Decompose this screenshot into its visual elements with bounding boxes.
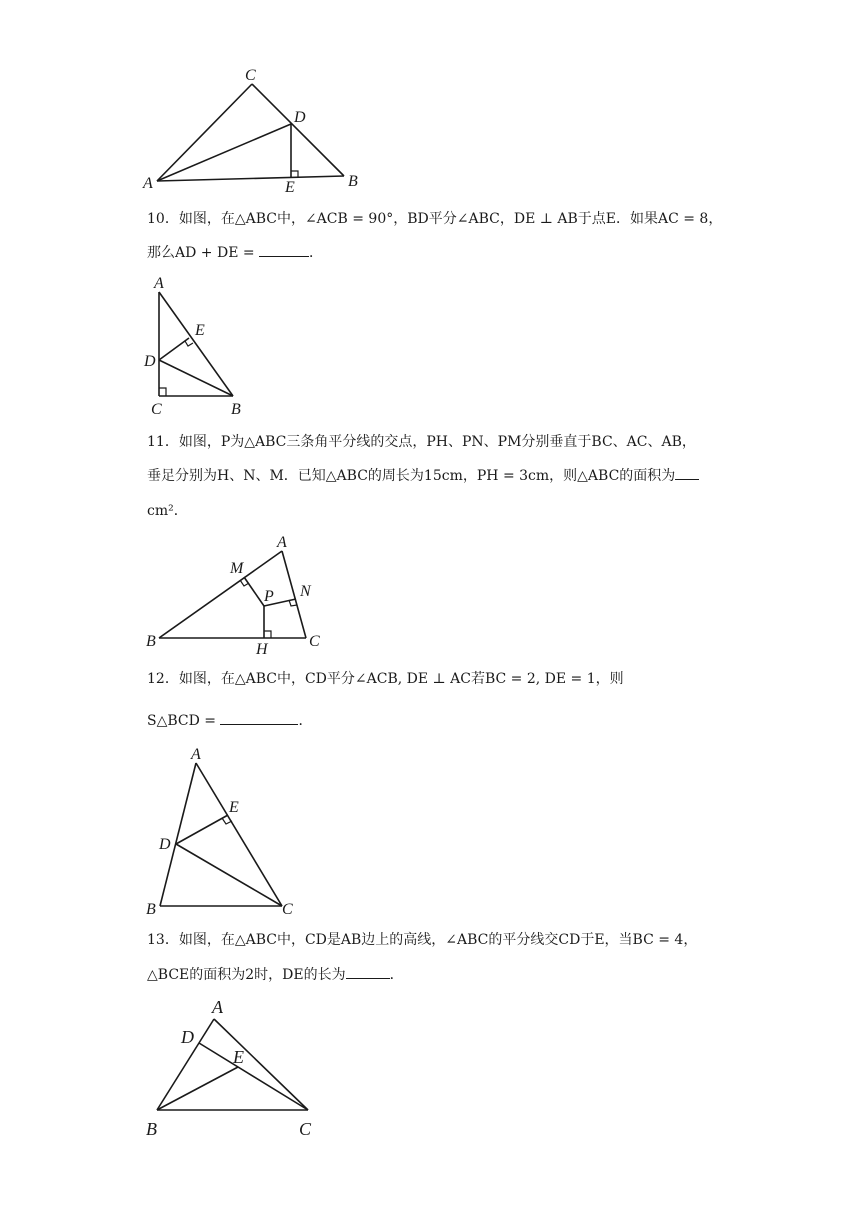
figure-10 bbox=[0, 270, 860, 420]
label-c: C bbox=[299, 1119, 312, 1139]
question-12-end: ． bbox=[298, 713, 313, 729]
question-12-line-2 bbox=[147, 710, 312, 732]
segment-be bbox=[157, 1067, 238, 1110]
question-13-text: △BCE的面积为2时，DE的长为 bbox=[147, 967, 346, 983]
label-b: B bbox=[146, 633, 156, 650]
figure-9 bbox=[0, 0, 860, 200]
segment-db bbox=[159, 360, 233, 396]
label-d: D bbox=[294, 109, 306, 126]
segment-dc bbox=[199, 1043, 308, 1110]
label-e: E bbox=[233, 1047, 244, 1067]
figure-11 bbox=[0, 528, 860, 658]
answer-blank bbox=[259, 244, 309, 257]
label-b: B bbox=[146, 901, 156, 918]
question-11-line-3: cm²． bbox=[147, 503, 188, 519]
label-b: B bbox=[231, 401, 241, 418]
segment-de bbox=[176, 815, 228, 844]
segment-dc bbox=[176, 844, 282, 906]
right-angle-mark-h bbox=[264, 631, 271, 638]
label-e: E bbox=[229, 799, 239, 816]
question-12-text: S△BCD = bbox=[147, 713, 221, 729]
question-10-text: 那么AD + DE = bbox=[147, 245, 260, 261]
answer-blank bbox=[220, 712, 298, 725]
right-angle-mark-c bbox=[159, 388, 166, 396]
question-13-line-2 bbox=[147, 964, 404, 986]
label-b: B bbox=[146, 1119, 157, 1139]
question-12-line-1: 12．如图，在△ABC中，CD平分∠ACB, DE ⊥ AC若BC = 2, DE = 1，则 bbox=[147, 671, 624, 687]
label-d: D bbox=[181, 1027, 194, 1047]
question-10-line-2 bbox=[147, 242, 323, 264]
segment-ad bbox=[157, 124, 291, 181]
segment-pm bbox=[244, 577, 264, 606]
right-angle-mark-e bbox=[185, 341, 193, 346]
label-n: N bbox=[300, 583, 311, 600]
label-e: E bbox=[195, 322, 205, 339]
segment-ab bbox=[157, 176, 344, 181]
label-a: A bbox=[191, 746, 201, 763]
segment-de bbox=[159, 338, 189, 360]
label-a: A bbox=[277, 534, 287, 551]
label-h: H bbox=[256, 641, 268, 658]
segment-cb bbox=[252, 84, 344, 176]
question-10-end: ． bbox=[309, 245, 324, 261]
question-11-line-2 bbox=[147, 465, 699, 487]
answer-blank bbox=[346, 966, 390, 979]
question-13-end: ． bbox=[389, 967, 404, 983]
segment-ac bbox=[157, 84, 252, 181]
segment-ab bbox=[159, 292, 233, 396]
label-d: D bbox=[159, 836, 171, 853]
label-c: C bbox=[282, 901, 293, 918]
label-d: D bbox=[144, 353, 156, 370]
figure-13 bbox=[0, 995, 860, 1145]
label-a: A bbox=[143, 175, 153, 192]
label-e: E bbox=[285, 179, 295, 196]
label-c: C bbox=[151, 401, 162, 418]
question-11-text: 垂足分别为H、N、M．已知△ABC的周长为15cm，PH = 3cm，则△ABC的面积为 bbox=[147, 468, 676, 484]
label-a: A bbox=[154, 275, 164, 292]
label-c: C bbox=[309, 633, 320, 650]
label-a: A bbox=[212, 997, 223, 1017]
question-10-line-1: 10．如图，在△ABC中，∠ACB = 90°，BD平分∠ABC，DE ⊥ AB于点E．如果AC = 8， bbox=[147, 211, 723, 227]
label-c: C bbox=[245, 67, 256, 84]
segment-ac bbox=[196, 763, 282, 906]
label-m: M bbox=[230, 560, 244, 577]
label-p: P bbox=[264, 588, 274, 605]
question-11-line-1: 11．如图，P为△ABC三条角平分线的交点，PH、PN、PM分别垂直于BC、AC、AB， bbox=[147, 434, 696, 450]
question-13-line-1: 13．如图，在△ABC中，CD是AB边上的高线，∠ABC的平分线交CD于E，当BC = 4， bbox=[147, 932, 698, 948]
segment-ac bbox=[214, 1019, 308, 1110]
figure-12 bbox=[0, 740, 860, 920]
answer-blank bbox=[675, 467, 699, 480]
segment-ab bbox=[160, 763, 196, 906]
label-b: B bbox=[348, 173, 358, 190]
